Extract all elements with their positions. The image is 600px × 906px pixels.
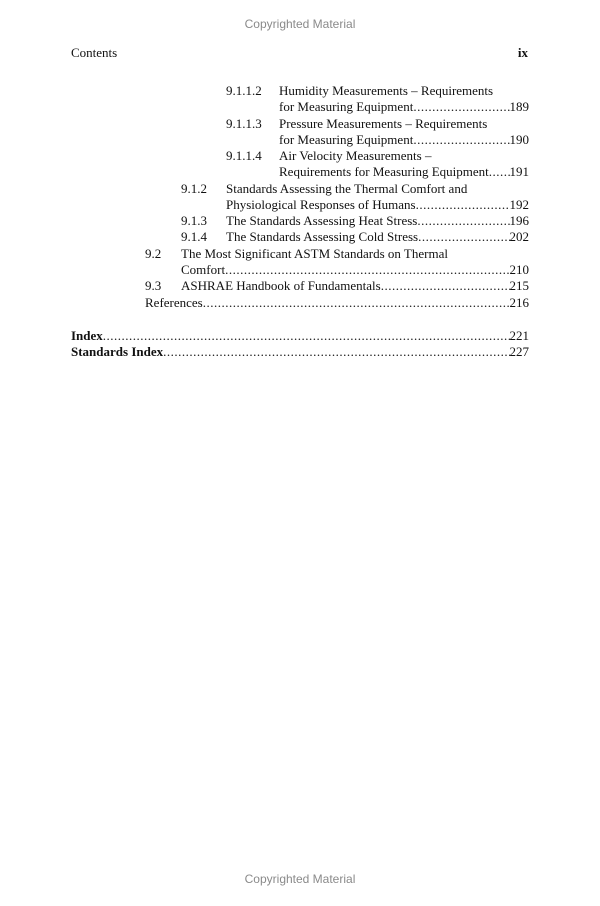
toc-page-number: 216 [509, 295, 529, 310]
toc-entry-title: Standards Index [71, 344, 164, 359]
toc-page-number: 190 [509, 132, 529, 147]
toc-page-number: 227 [509, 344, 529, 359]
toc-entry [0, 181, 600, 197]
toc-entry-standards-index [0, 344, 600, 360]
toc-page-number: 192 [509, 197, 529, 212]
dot-leader [203, 295, 510, 311]
toc-entry-title: Pressure Measurements – Requirements [279, 116, 488, 131]
toc-entry [0, 148, 600, 164]
watermark-top: Copyrighted Material [244, 17, 356, 31]
toc-entry-continuation [0, 262, 600, 278]
toc-entry-number: 9.1.1.2 [226, 83, 262, 98]
toc-entry-continuation [0, 132, 600, 148]
toc-entry-number: 9.1.2 [181, 181, 207, 196]
toc-page-number: 191 [509, 164, 529, 179]
toc-entry-number: 9.1.4 [181, 229, 207, 244]
toc-entry [0, 213, 600, 229]
toc-entry-title: for Measuring Equipment [279, 99, 414, 114]
dot-leader [103, 328, 510, 344]
dot-leader [418, 229, 509, 245]
toc-entry-title: The Standards Assessing Cold Stress [226, 229, 419, 244]
toc-entry-number: 9.2 [145, 246, 162, 261]
toc-entry-number: 9.1.1.4 [226, 148, 262, 163]
toc-entry-title: The Standards Assessing Heat Stress [226, 213, 418, 228]
toc-entry-title: Humidity Measurements – Requirements [279, 83, 494, 98]
toc-entry [0, 83, 600, 99]
dot-leader [413, 132, 509, 148]
toc-page-number: 189 [509, 99, 529, 114]
toc-entry [0, 246, 600, 262]
toc-entry-index [0, 328, 600, 344]
running-header-page-number: ix [517, 45, 528, 60]
toc-entry-title: Requirements for Measuring Equipment [279, 164, 489, 179]
toc-entry-continuation [0, 164, 600, 180]
dot-leader [413, 99, 509, 115]
toc-page-number: 221 [509, 328, 529, 343]
toc-entry-title: References [145, 295, 203, 310]
dot-leader [489, 164, 510, 180]
dot-leader [225, 262, 509, 278]
dot-leader [417, 213, 509, 229]
toc-entry [0, 229, 600, 245]
toc-entry-number: 9.1.1.3 [226, 116, 262, 131]
watermark-bottom: Copyrighted Material [244, 872, 356, 886]
toc-page-number: 202 [509, 229, 529, 244]
toc-entry-title: for Measuring Equipment [279, 132, 414, 147]
toc-entry-number: 9.1.3 [181, 213, 207, 228]
toc-entry-title: Physiological Responses of Humans [226, 197, 416, 212]
toc-entry-continuation [0, 197, 600, 213]
toc-entry [0, 278, 600, 294]
toc-entry-title: The Most Significant ASTM Standards on Thermal [181, 246, 448, 261]
toc-entry-references [0, 295, 600, 311]
toc-page-number: 215 [509, 278, 529, 293]
dot-leader [381, 278, 510, 294]
toc-page-number: 196 [509, 213, 529, 228]
toc-entry-title: Air Velocity Measurements – [279, 148, 432, 163]
dot-leader [163, 344, 509, 360]
toc-entry-continuation [0, 99, 600, 115]
toc-entry-title: ASHRAE Handbook of Fundamentals [181, 278, 381, 293]
running-header-title: Contents [71, 45, 118, 60]
toc-entry-number: 9.3 [145, 278, 162, 293]
toc-entry-title: Comfort [181, 262, 226, 277]
toc-entry [0, 116, 600, 132]
dot-leader [416, 197, 510, 213]
toc-entry-title: Standards Assessing the Thermal Comfort and [226, 181, 468, 196]
toc-entry-title: Index [71, 328, 103, 343]
toc-page-number: 210 [509, 262, 529, 277]
